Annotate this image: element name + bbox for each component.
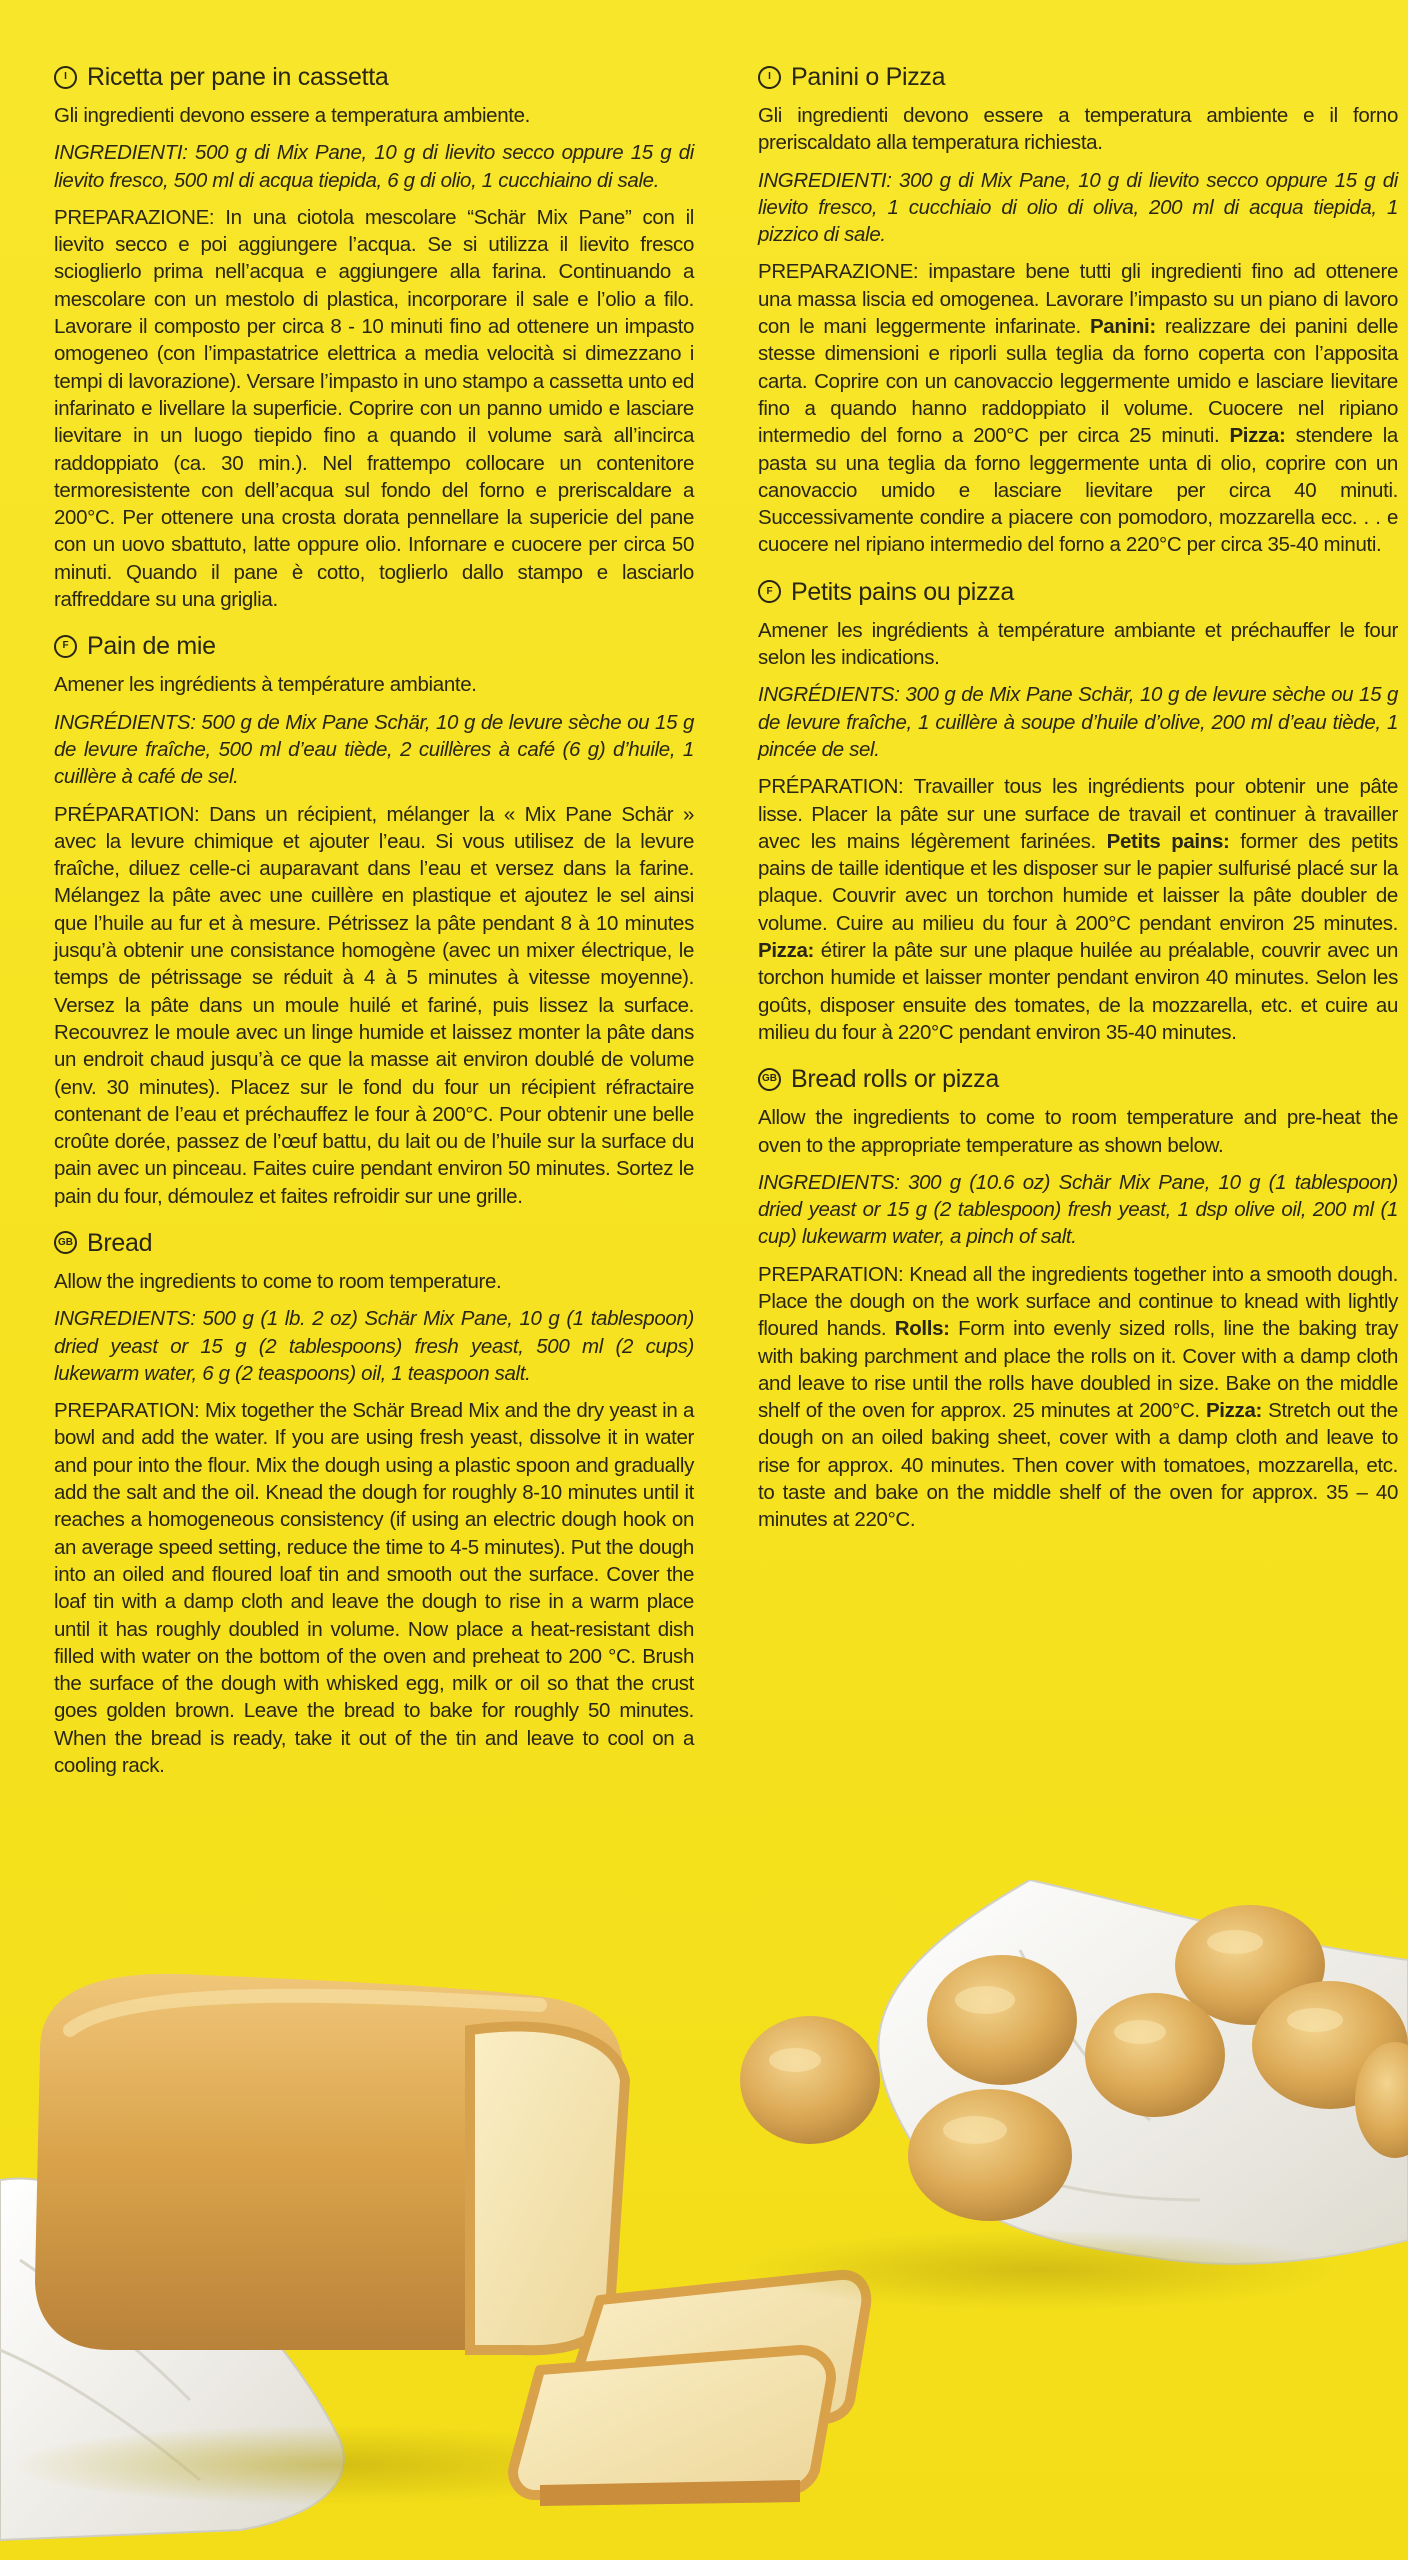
left-column (54, 62, 694, 1797)
preparation-part: PRÉPARATION: Travailler tous les ingrédients pour obtenir une pâte lisse. Placer la pâte sur une surface de travail et continuer à travailler avec les mains légèrement farinées. (758, 775, 1398, 853)
preparation-text: PRÉPARATION: Dans un récipient, mélanger la « Mix Pane Schär » avec la levure chimique et ajouter l’eau. Si vous utilisez de la levure fraîche, diluez celle-ci auparavant dans l’eau et versez dans la farine. Mélangez la pâte avec une cuillère en plastique et ajoutez le sel ainsi que l’huile au fur et à mesure. Pétrissez la pâte pendant 8 à 10 minutes jusqu’à obtenir une consistance homogène (avec un mixer électrique, le temps de pétrissage se réduit à 4 à 5 minutes à vitesse moyenne). Versez la pâte dans un moule huilé et fariné, puis lissez la surface. Recouvrez le moule avec un linge humide et laissez monter la pâte dans un endroit chaud jusqu’à ce que la masse ait environ doublé de volume (env. 30 minutes). Placez sur le fond du four un récipient réfractaire contenant de l’eau et préchauffez le four à 200°C. Pour obtenir une belle croûte dorée, passez de l’œuf battu, du lait ou de l’huile sur la surface du pain avec un pinceau. Faites cuire pendant environ 50 minutes. Sortez le pain du four, démoulez et faites refroidir sur une grille. (54, 802, 694, 1208)
bread-loaf-with-slices-icon (0, 1974, 866, 2540)
intro-text: Allow the ingredients to come to room temperature and pre-heat the oven to the appropriate temperature as shown below. (758, 1106, 1398, 1157)
language-badge-icon: I (758, 66, 781, 89)
section-header (758, 1064, 1398, 1094)
bread-illustration (0, 1880, 1408, 2560)
bread-rolls-in-cloth-icon (740, 1880, 1408, 2310)
preparation-text (758, 1261, 1398, 1534)
ingredients-text: INGREDIENTS: 300 g (10.6 oz) Schär Mix Pane, 10 g (1 tablespoon) dried yeast or 15 g (2 tablespoon) fresh yeast, 1 dsp olive oil, 200 ml (1 cup) lukewarm water, a pinch of salt. (758, 1170, 1398, 1249)
section-header (54, 1228, 694, 1258)
preparation-text (758, 773, 1398, 1046)
ingredients-text: INGRÉDIENTS: 300 g de Mix Pane Schär, 10 g de levure sèche ou 15 g de levure fraîche, 1 cuillère à soupe d’huile d’olive, 200 ml d’eau tiède, 1 pincée de sel. (758, 683, 1398, 761)
bread-photo (0, 1880, 1408, 2560)
pizza-label: Pizza: (1229, 424, 1286, 448)
language-badge-icon: GB (758, 1068, 781, 1091)
preparation-part: étirer la pâte sur une plaque huilée au préalable, couvrir avec un torchon humide et laisser monter pendant environ 40 minutes. Selon les goûts, disposer ensuite des tomates, de la mozzarella, etc. et cuire au milieu du four à 220°C pendant environ 35-40 minutes. (758, 939, 1398, 1044)
right-column (758, 62, 1398, 1552)
pizza-label: Pizza: (758, 939, 814, 963)
recipe-section-italian-bread (54, 62, 694, 613)
intro-text: Gli ingredienti devono essere a temperatura ambiente. (54, 104, 531, 127)
preparation-part: Form into evenly sized rolls, line the baking tray with baking parchment and place the rolls on it. Cover with a damp cloth and leave to rise until the rolls have doubled in size. Bake on the middle shelf of the oven for approx. 25 minutes at 200°C. (758, 1317, 1399, 1423)
language-badge-icon: GB (54, 1231, 77, 1254)
section-header (758, 577, 1398, 607)
preparation-part: stendere la pasta su una teglia da forno leggermente unta di olio, coprire con un canovaccio umido e lasciare lievitare per circa 40 minuti. Successivamente condire a piacere con pomodoro, mozzarella ecc. . . e cuocere nel ripiano intermedio del forno a 220°C per circa 35-40 minuti. (758, 424, 1398, 557)
section-title: Bread rolls or pizza (791, 1065, 999, 1094)
recipe-section-french-bread (54, 631, 694, 1210)
preparation-part: PREPARAZIONE: impastare bene tutti gli ingredienti fino ad ottenere una massa liscia ed omogenea. Lavorare l’impasto su un piano di lavoro con le mani leggermente infarinate. (758, 260, 1398, 339)
preparation-part: realizzare dei panini delle stesse dimensioni e riporli sulla teglia da forno coperta con l’apposita carta. Coprire con un canovaccio leggermente umido e lasciare lievitare fino a quando hanno raddoppiato il volume. Cuocere nel ripiano intermedio del forno a 200°C per circa 25 minuti. (758, 315, 1399, 448)
ingredients-text: INGREDIENTI: 300 g di Mix Pane, 10 g di lievito secco oppure 15 g di lievito fresco, 1 cucchiaio di olio di oliva, 200 ml di acqua tiepida, 1 pizzico di sale. (758, 168, 1398, 247)
language-badge-icon: I (54, 66, 77, 89)
section-title: Bread (87, 1228, 153, 1257)
intro-text: Amener les ingrédients à température ambiante et préchauffer le four selon les indications. (758, 618, 1398, 670)
recipe-section-english-bread (54, 1228, 694, 1779)
section-title: Petits pains ou pizza (791, 577, 1014, 606)
preparation-part: PREPARATION: Knead all the ingredients together into a smooth dough. Place the dough on the work surface and continue to knead with lightly floured hands. (758, 1262, 1398, 1341)
intro-text: Amener les ingrédients à température ambiante. (54, 673, 477, 697)
section-title: Panini o Pizza (791, 63, 946, 91)
recipe-section-italian-pizza (758, 62, 1398, 559)
preparation-part: former des petits pains de taille identique et les disposer sur le papier sulfurisé placé sur la plaque. Couvrir avec un torchon humide et laisser la pâte doubler de volume. Cuire au milieu du four à 200°C pendant environ 25 minutes. (758, 829, 1398, 935)
rolls-label: Panini: (1089, 315, 1156, 339)
intro-text: Gli ingredienti devono essere a temperatura ambiente e il forno preriscaldato alla temperatura richiesta. (758, 104, 1398, 155)
ingredients-text: INGRÉDIENTS: 500 g de Mix Pane Schär, 10 g de levure sèche ou 15 g de levure fraîche, 500 ml d’eau tiède, 2 cuillères à café (6 g) d’huile, 1 cuillère à café de sel. (54, 710, 694, 789)
preparation-part: Stretch out the dough on an oiled baking sheet, cover with a damp cloth and leave to rise for approx. 40 minutes. Then cover with tomatoes, mozzarella, etc. to taste and bake on the middle shelf of the oven for approx. 35 – 40 minutes at 220°C. (758, 1399, 1398, 1532)
language-badge-icon: F (758, 580, 781, 603)
ingredients-text: INGREDIENTS: 500 g (1 lb. 2 oz) Schär Mix Pane, 10 g (1 tablespoon) dried yeast or 15 g (2 tablespoons) fresh yeast, 500 ml (2 cups) lukewarm water, 6 g (2 teaspoons) oil, 1 teaspoon salt. (54, 1307, 694, 1385)
ingredients-text: INGREDIENTI: 500 g di Mix Pane, 10 g di lievito secco oppure 15 g di lievito fresco, 500 ml di acqua tiepida, 6 g di olio, 1 cucchiaino di sale. (54, 141, 694, 192)
preparation-text: PREPARATION: Mix together the Schär Bread Mix and the dry yeast in a bowl and add the water. If you are using fresh yeast, dissolve it in water and pour into the flour. Mix the dough using a plastic spoon and gradually add the salt and the oil. Knead the dough for roughly 8-10 minutes until it reaches a homogeneous consistency (if using an electric dough hook on an average speed setting, reduce the time to 4-5 minutes). Put the dough into an oiled and floured loaf tin and smooth out the surface. Cover the loaf tin with a damp cloth and leave the dough to rise in a warm place until it has roughly doubled in volume. Now place a heat-resistant dish filled with water on the bottom of the oven and preheat to 200 °C. Brush the surface of the dough with whisked egg, milk or oil so that the crust goes golden brown. Leave the bread to bake for roughly 50 minutes. When the bread is ready, take it out of the tin and leave to cool on a cooling rack. (54, 1399, 694, 1778)
section-header (54, 62, 694, 92)
section-header (54, 631, 694, 661)
pizza-label: Pizza: (1205, 1399, 1262, 1423)
preparation-text: PREPARAZIONE: In una ciotola mescolare “Schär Mix Pane” con il lievito secco e poi aggiungere l’acqua. Se si utilizza il lievito fresco scioglierlo prima nell’acqua e aggiungere alla farina. Continuando a mescolare con un mestolo di plastica, incorporare il sale e l’olio a filo. Lavorare il composto per circa 8 - 10 minuti fino ad ottenere un impasto omogeneo (con l’impastatrice elettrica a media velocità si dimezzano i tempi di lavorazione). Versare l’impasto in uno stampo a cassetta unto ed infarinato e livellare la superficie. Coprire con un panno umido e lasciare lievitare in un luogo tiepido fino a quando il volume sarà all’incirca raddoppiato (ca. 30 min.). Nel frattempo collocare un contenitore termoresistente con dell’acqua sul fondo del forno e preriscaldare a 200°C. Per ottenere una crosta dorata pennellare la supericie del pane con un uovo sbattuto, latte oppure olio. Infornare e cuocere per circa 50 minuti. Quando il pane è cotto, toglierlo dallo stampo e lasciarlo raffreddare su una griglia. (54, 205, 694, 612)
section-title: Pain de mie (87, 632, 216, 661)
section-title: Ricetta per pane in cassetta (87, 63, 389, 91)
rolls-label: Petits pains: (1106, 829, 1230, 853)
rolls-label: Rolls: (894, 1317, 950, 1341)
recipe-section-french-pizza (758, 577, 1398, 1046)
preparation-text (758, 258, 1398, 558)
language-badge-icon: F (54, 635, 77, 658)
section-header (758, 62, 1398, 92)
intro-text: Allow the ingredients to come to room temperature. (54, 1269, 502, 1293)
recipe-section-english-pizza (758, 1064, 1398, 1533)
